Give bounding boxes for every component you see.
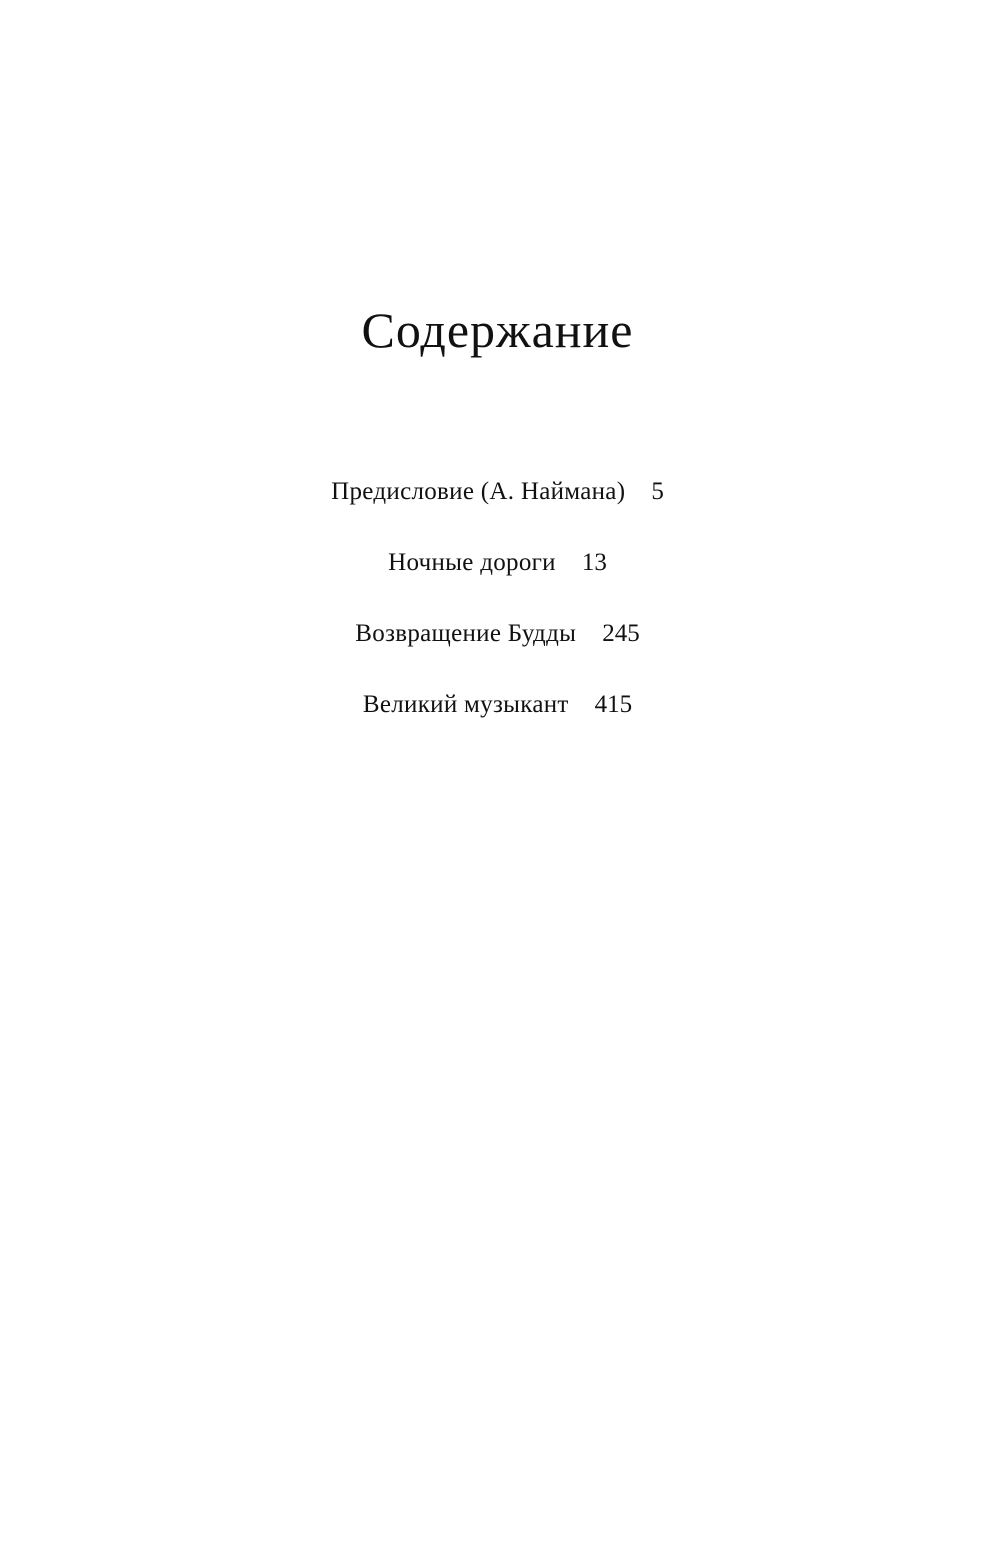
page-title: Содержание [361, 302, 634, 358]
toc-entry-page: 5 [651, 478, 664, 505]
table-of-contents [0, 472, 995, 756]
toc-entry-preface [0, 472, 995, 543]
toc-entry-page: 245 [602, 620, 640, 647]
toc-entry-great-musician [0, 685, 995, 756]
toc-entry-title: Ночные дороги [388, 549, 556, 576]
toc-entry-title: Предисловие (А. Наймана) [331, 478, 626, 505]
toc-entry-title: Возвращение Будды [355, 620, 577, 647]
toc-entry-buddha-return [0, 614, 995, 685]
toc-entry-page: 415 [594, 691, 633, 718]
toc-entry-night-roads [0, 543, 995, 614]
toc-entry-page: 13 [581, 549, 607, 576]
toc-entry-title: Великий музыкант [362, 691, 569, 718]
